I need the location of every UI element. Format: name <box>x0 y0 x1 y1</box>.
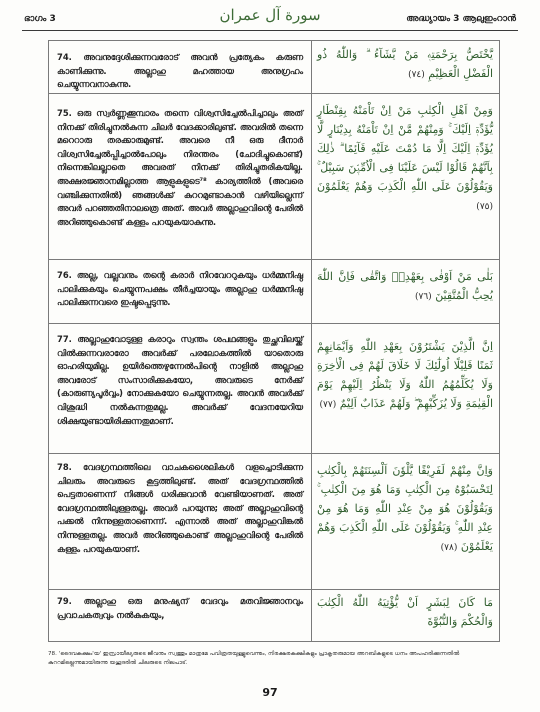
verse-78-malayalam: 78. വേദഗ്രന്ഥത്തിലെ വാചകശൈലികൾ വളച്ചൊടിക്കുന്ന ചിലരും അവരുടെ കൂട്ടത്തിലുണ്ട്. അത് വേദഗ്രന്ഥത്തിൽ പെട്ടതാണെന്ന് നിങ്ങൾ ധരിക്കുവാൻ വേണ്ടിയാണത്. അത് വേദഗ്രന്ഥത്തിലുള്ളതല്ല. അവർ പറയുന്നു; അത് അല്ലാഹുവിന്റെ പക്കൽ നിന്നുള്ളതാണെന്ന്. എന്നാൽ അത് അല്ലാഹുവിങ്കൽ നിന്നുള്ളതല്ല. അവർ അറിഞ്ഞുകൊണ്ട് അല്ലാഹുവിന്റെ പേരിൽ കള്ളം പറയുകയാണ്. <box>57 462 303 554</box>
verse-76-malayalam: 76. അല്ല, വല്ലവനും തന്റെ കരാർ നിറവേററുകയും ധർമ്മനിഷ്ഠ പാലിക്കുകയും ചെയ്യുന്നപക്ഷം തീർച്ചയായും അല്ലാഹു ധർമ്മനിഷ്ഠ പാലിക്കുന്നവരെ ഇഷ്ടപ്പെടുന്നു. <box>57 270 303 308</box>
column-divider <box>311 41 312 641</box>
chapter-label: അദ്ധ്യായം 3 ആലുഇംറാൻ <box>406 14 516 24</box>
row-divider <box>49 589 499 590</box>
surah-title-calligraphy: سورة آل عمران <box>219 6 321 24</box>
verse-78-marker: (٧٨) <box>440 543 458 553</box>
verse-74-marker: (٧٤) <box>408 70 425 80</box>
verse-77-marker: (٧٧) <box>319 400 337 410</box>
verse-75-marker: (٧٥) <box>476 202 493 212</box>
row-divider <box>49 93 499 94</box>
verse-79-malayalam: 79. അല്ലാഹു ഒരു മനുഷ്യന് വേദവും മതവിജ്ഞാനവും പ്രവാചകത്വവും നൽകുകയും, <box>57 596 303 620</box>
verse-79-arabic: مَا كَانَ لِبَشَرٍ اَنْ يُّؤْتِيَهُ اللّٰهُ الْكِتٰبَ وَالْحُكْمَ وَالنُّبُوَّةَ <box>317 596 493 628</box>
row-divider <box>49 323 499 324</box>
verse-78-arabic: وَاِنَّ مِنْهُمْ لَفَرِيْقًا يَّلْوٗنَ اَلْسِنَتَهُمْ بِالْكِتٰبِ لِتَحْسَبُوْهُ مِنَ الْكِتٰبِ وَمَا هُوَ مِنَ الْكِتٰبِ ۚ وَيَقُوْلُوْنَ هُوَ مِنْ عِنْدِ اللّٰهِ وَمَا هُوَ مِنْ عِنْدِ اللّٰهِ ۚ وَيَقُوْلُوْنَ عَلَى اللّٰهِ الْكَذِبَ وَهُمْ يَعْلَمُوْنَ (٧٨) <box>317 464 493 553</box>
content-table <box>48 40 500 642</box>
part-label: ഭാഗം 3 <box>24 14 56 24</box>
verse-76-marker: (٧٦) <box>414 292 432 302</box>
footnote: 78. 'ദൈവകക്ഷം'യ' ഇസ്രായീല്യരുടെ ജീവനും സ്വത്തും മാത്രമേ പവിത്രതയുള്ളൂവെന്നും, നിരക്ഷരകുക്ഷികളും പ്രാകൃതരുമായ അറബികളുടെ ധനം അപഹരിക്കുന്നതിൽ കുററമില്ലെന്നുമായിരുന്നു യഹൂദരിൽ ചിലരുടെ നിലപാട്. <box>48 651 460 666</box>
verse-74-malayalam: 74. അവനുദ്ദേശിക്കുന്നവരോട് അവൻ പ്രത്യേകം കരുണ കാണിക്കുന്നു. അല്ലാഹു മഹത്തായ അനുഗ്രഹം ചെയ്യുന്നവനാകുന്നു. <box>57 52 303 90</box>
verse-76-arabic: بَلٰى مَنْ اَوْفٰى بِعَهْدِهٖ وَاتَّقٰى فَاِنَّ اللّٰهَ يُحِبُّ الْمُتَّقِيْنَ (٧٦) <box>317 270 493 302</box>
page-number: 97 <box>262 686 278 699</box>
row-divider <box>49 453 499 454</box>
verse-75-arabic: وَمِنْ اَهْلِ الْكِتٰبِ مَنْ اِنْ تَاْمَنْهُ بِقِنْطَارٍ يُّؤَدِّهٖٓ اِلَيْكَ ۚ وَمِنْهُمْ مَّنْ اِنْ تَاْمَنْهُ بِدِيْنَارٍ لَّا يُؤَدِّهٖٓ اِلَيْكَ اِلَّا مَا دُمْتَ عَلَيْهِ قَآئِمًا ۗ ذٰلِكَ بِاَنَّهُمْ قَالُوْا لَيْسَ عَلَيْنَا فِى الْاُمِّيّٖنَ سَبِيْلٌ ۚ وَيَقُوْلُوْنَ عَلَى اللّٰهِ الْكَذِبَ وَهُمْ يَعْلَمُوْنَ (٧٥) <box>317 104 493 212</box>
verse-74-arabic: يَّخْتَصُّ بِرَحْمَتِهٖ مَنْ يَّشَآءُ ۗ وَاللّٰهُ ذُو الْفَضْلِ الْعَظِيْمِ (٧٤) <box>317 48 493 80</box>
header-rule <box>22 30 518 31</box>
verse-75-malayalam: 75. ഒരു സ്വർണ്ണക്കൂമ്പാരം തന്നെ വിശ്വസിച്ചേൽപിച്ചാലും അത് നിനക്ക് തിരിച്ചുനൽകുന്ന ചിലർ വേദക്കാരിലുണ്ട്. അവരിൽ തന്നെ മറെറാരു തരക്കാരുമുണ്ട്. അവരെ നീ ഒരു ദീനാർ വിശ്വസിച്ചേൽപ്പിച്ചാൽപോലും നിരന്തരം (ചോദിച്ചുകൊണ്ട്) നിന്നെങ്കിലല്ലാതെ അവരത് നിനക്ക് തിരിച്ചുതരികയില്ല. അക്ഷരജ്ഞാനമില്ലാത്ത ആളുകളുടെ⁷⁸ കാര്യത്തിൽ (അവരെ വഞ്ചിക്കുന്നതിൽ) ഞങ്ങൾക്ക് കുററമുണ്ടാകാൻ വഴിയില്ലെന്ന് അവർ പറഞ്ഞതിനാലത്രെ അത്. അവർ അല്ലാഹുവിന്റെ പേരിൽ അറിഞ്ഞുകൊണ്ട് കള്ളം പറയുകയാകുന്നു. <box>57 108 303 227</box>
verse-77-malayalam: 77. അല്ലാഹുവോടുള്ള കരാറും സ്വന്തം ശപഥങ്ങളും തുച്ഛവിലയ്ക്ക് വിൽക്കുന്നവരാരോ അവർക്ക് പരലോകത്തിൽ യാതൊരു ഓഹരിയുമില്ല. ഉയിർത്തെഴുന്നേൽപിന്റെ നാളിൽ അല്ലാഹു അവരോട് സംസാരിക്കുകയോ, അവരുടെ നേർക്ക് (കാരുണ്യപൂർവ്വം) നോക്കുകയോ ചെയ്യുന്നതല്ല. അവൻ അവർക്ക് വിശുദ്ധി നൽകുന്നതുമല്ല. അവർക്ക് വേദനയേറിയ ശിക്ഷയുണ്ടായിരിക്കുന്നതുമാണ്. <box>57 334 303 426</box>
row-divider <box>49 259 499 260</box>
page-header <box>22 6 518 30</box>
verse-77-arabic: اِنَّ الَّذِيْنَ يَشْتَرُوْنَ بِعَهْدِ اللّٰهِ وَاَيْمَانِهِمْ ثَمَنًا قَلِيْلًا اُولٰٓئِكَ لَا خَلَاقَ لَهُمْ فِى الْاٰخِرَةِ وَلَا يُكَلِّمُهُمُ اللّٰهُ وَلَا يَنْظُرُ اِلَيْهِمْ يَوْمَ الْقِيٰمَةِ وَلَا يُزَكِّيْهِمْ ۖ وَلَهُمْ عَذَابٌ اَلِيْمٌ (٧٧) <box>317 340 493 410</box>
